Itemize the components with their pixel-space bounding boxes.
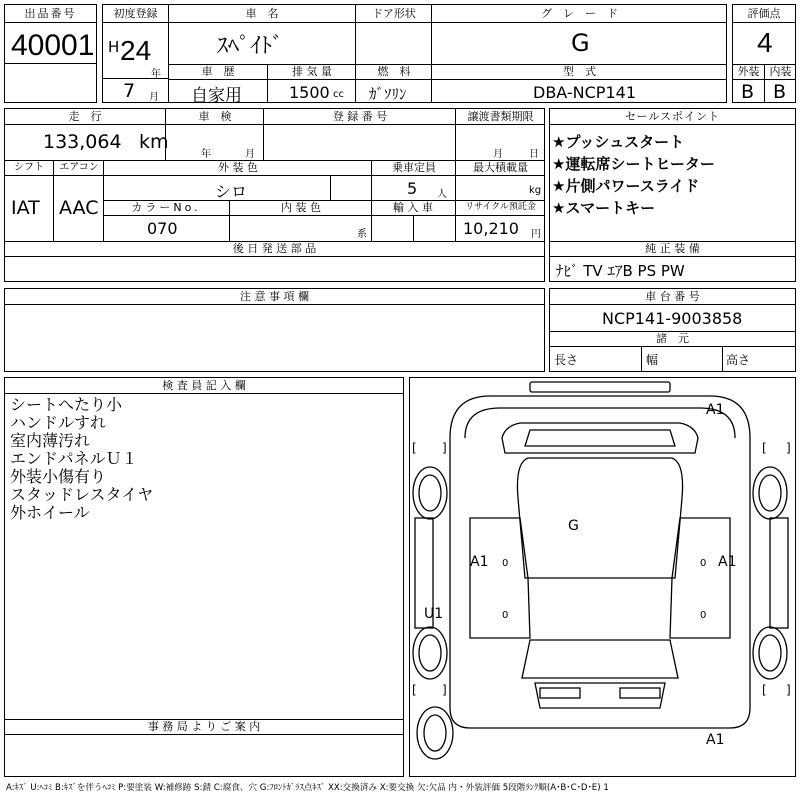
yen-unit: 円 [531,229,541,240]
office-info-label: 事 務 局 よ り ご 案 内 [5,719,403,735]
inspection-label: 車 検 [165,109,264,125]
fuel-label: 燃 料 [355,64,432,80]
aircon-value: AAC [59,197,99,219]
door-col [355,22,356,64]
grade-value: G [571,29,590,57]
import-label: 輸 入 車 [371,200,455,216]
car-info-cell [168,4,727,106]
history-value: 自家用 [191,86,242,106]
grade-col [431,22,432,64]
lot-divider [5,63,96,64]
inspector-label: 検 査 員 記 入 欄 [5,378,403,394]
model-col [431,79,432,102]
later-parts-label: 後 日 発 送 部 品 [5,241,544,257]
bracket-lower-right-close: ] [786,683,791,697]
shift-value: IAT [11,197,40,219]
recycle-value: 10,210 [463,219,519,238]
aircon-label: エアコン [53,160,104,176]
inspector-note: 外装小傷有り [10,467,107,486]
bracket-right-open: [ [762,441,767,455]
mark-rear: A1 [706,732,725,748]
interior-value: B [773,81,787,103]
zero-mark: 0 [502,610,509,621]
chassis-no-value: NCP141-9003858 [602,309,743,328]
mark-left-rear: U1 [424,606,444,622]
inspector-note: エンドパネルＵ１ [10,449,138,468]
inspector-note: ハンドルすれ [10,413,107,432]
sales-point-3: ★片側パワースライド [552,177,700,195]
car-name-label: 車 名 [169,5,355,23]
exterior-label: 外装 [733,64,764,80]
first-registration-cell [102,4,169,103]
genuine-equip-value: ﾅﾋﾞ TV ｴｱB PS PW [556,262,685,280]
car-outline-svg [410,378,795,776]
bracket-lower-left-close: ] [442,683,447,697]
ext-color-label: 外 装 色 [103,160,372,176]
grade-label: グ レ ー ド [431,5,727,23]
mark-right-door: A1 [718,554,737,570]
mileage-value: 133,064 [43,131,122,153]
bracket-lower-right-open: [ [762,683,767,697]
height-label: 高さ [726,353,751,367]
capacity-label: 乗車定員 [371,160,456,176]
cc-unit: cc [333,89,344,100]
year-unit: 年 [151,69,161,80]
zero-mark: 0 [502,558,509,569]
caution-box [4,288,545,372]
history-label: 車 歴 [169,64,267,80]
width-label: 幅 [646,353,659,367]
displacement-value: 1500 [289,83,330,102]
lot-number-cell [4,4,97,103]
fuel-value: ｶﾞｿﾘﾝ [369,85,407,103]
legend-footer: A:ｷｽﾞ U:ﾍｺﾐ B:ｷｽﾞを伴うﾍｺﾐ P:要塗装 W:補修跡 S:錆 C:腐食、穴 G:ﾌﾛﾝﾄｶﾞﾗｽ点ｷｽﾞ XX:交換済み X:要交換 欠:欠品 内・外装評価 5段階ﾗﾝｸ順(A･B･C･D･E) 1 [6,783,609,793]
inspector-note: スタッドレスタイヤ [10,485,154,504]
sales-points-box [549,108,796,282]
chassis-box [549,288,796,372]
interior-label: 内装 [764,64,796,80]
first-registration-label: 初度登録 [103,5,168,23]
color-no-value: 070 [147,219,178,238]
mark-left-door: A1 [470,554,489,570]
bracket-right-close: ] [786,441,791,455]
score-cell [732,4,796,103]
zero-mark: 0 [700,610,707,621]
bracket-left-open: [ [412,441,417,455]
color-no-label: カラーNo. [103,200,229,216]
inspector-box [4,377,404,777]
people-unit: 人 [437,189,447,200]
insp-year-unit: 年 [201,149,211,160]
bracket-left-close: ] [442,441,447,455]
header-block [4,4,796,106]
inspector-note: 外ホイール [10,503,90,522]
aircon-col [53,175,54,241]
displacement-label: 排 気 量 [267,64,356,80]
model-code-label: 型 式 [431,64,727,80]
ext-col [764,79,765,102]
exterior-value: B [741,81,755,103]
insp-month-unit: 月 [245,149,255,160]
score-label: 評価点 [733,5,795,23]
mark-roof: G [568,518,579,534]
month-unit: 月 [149,92,159,103]
damage-diagram [409,377,796,777]
shift-label: シフト [5,160,53,176]
chassis-no-label: 車 台 番 号 [550,289,795,305]
lot-number-value: 40001 [11,29,95,62]
mileage-label: 走 行 [5,109,165,125]
capacity-value: 5 [407,179,418,198]
vehicle-details [4,108,545,282]
int-col [229,215,230,241]
sales-point-2: ★運転席シートヒーター [552,155,715,173]
series-unit: 系 [357,229,367,240]
door-label: ドア形状 [355,5,432,23]
car-name-value: ｽﾍﾟｲﾄﾞ [217,34,284,59]
transfer-day-unit: 日 [529,149,539,160]
transfer-deadline-label: 譲渡書類期限 [455,109,545,125]
fuel-col [355,79,356,102]
import-sub-col [413,215,414,241]
disp-col [267,79,268,102]
reg-year-value: 24 [120,35,152,66]
bracket-lower-left-open: [ [412,683,417,697]
len-col [641,346,642,371]
reg-col [263,124,264,160]
reg-month-value: 7 [123,80,136,102]
recycle-label: リサイクル預託金 [455,200,545,216]
sales-point-1: ★プッシュスタート [552,133,685,151]
era-label: H [108,38,120,56]
caution-label: 注 意 事 項 欄 [5,289,544,305]
model-code-value: DBA-NCP141 [533,83,636,102]
max-load-label: 最大積載量 [455,160,545,176]
int-color-label: 内 装 色 [229,200,372,216]
genuine-equip-label: 純 正 装 備 [550,241,795,257]
kg-unit: kg [529,185,542,196]
ext-sub-col [330,175,331,200]
ext-color-value: シロ [215,182,248,201]
sales-points-label: セールスポイント [550,109,795,125]
transfer-col [455,124,456,160]
sales-point-4: ★スマートキー [552,199,656,217]
km-unit: km [139,131,169,153]
dimensions-label: 諸 元 [550,331,795,347]
insp-col [165,124,166,160]
length-label: 長さ [554,353,579,367]
reg-divider [103,78,168,79]
wid-col [722,346,723,371]
transfer-month-unit: 月 [493,149,503,160]
zero-mark: 0 [700,558,707,569]
mark-front: A1 [706,402,725,418]
inspector-notes [10,396,153,522]
score-value: 4 [757,27,773,58]
inspector-note: シートへたり小 [10,395,123,414]
reg-no-label: 登 録 番 号 [263,109,456,125]
lot-number-label: 出品番号 [5,5,96,23]
inspector-note: 室内薄汚れ [10,431,91,450]
